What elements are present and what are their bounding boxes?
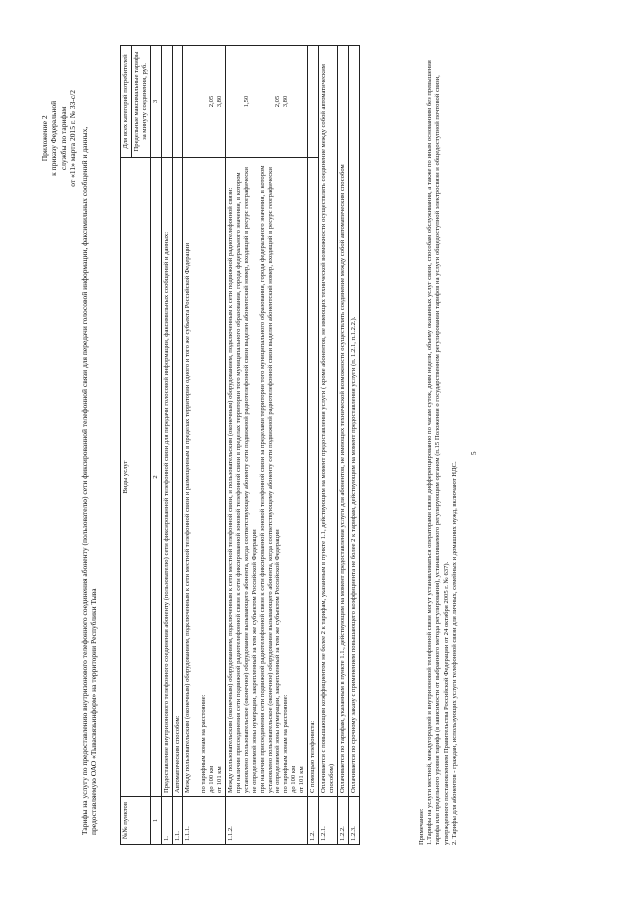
document-title: Тарифы на услугу по предоставлению внутризонового телефонного соединения абоненту (пользователю) сети фиксированной телефонной связи для передачи голосовой информации, факсимильных сообщений и данных, предоставляемую ОАО «Тывасвязьинформ» на территории Республики Тыва [80,126,99,835]
row-text: Оплачивается по тарифам, указанным в пункте 1.1., действующим на момент предоставления услуги для абонентов, не имеющих технической возможности осуществлять соединение между собой автоматическим способом [337,46,348,797]
header-category: Для всех категорий потребителей [121,46,132,158]
row-text: Оплачивается с повышающим коэффициентом не более 2 к тарифам, указанным в пункте 1.1, действующим на момент предоставления услуги ( кроме абонентов, не имеющих технической возможности осуществлять соединение между собой автоматическим способом) [318,46,337,797]
appendix-line-1: Приложение 2 [40,115,49,162]
row-num: 1.1.2. [225,797,307,845]
row-text: Оплачивается по срочному заказу с применением повышающего коэффициента не более 2 к тарифам, действующим на момент предоставления услуги (п. 1.2.1, п.1.2.2.). [348,46,359,797]
note-2: 2. Тарифы для абонентов - граждан, использующих услуги телефонной связи для личных, семейных и домашних нужд, включают НДС. [450,461,458,845]
row-num: 1.1. [172,797,183,845]
appendix-line-4: от «11» марта 2015 г. № 33-с/2 [68,90,78,187]
row-value [161,46,172,158]
row-text: Автоматическим способом: [172,158,183,797]
row-num: 1. [161,797,172,845]
row-value [172,46,183,158]
row-text: С помощью телефониста: [308,158,319,797]
table-row [161,46,172,845]
row-num: 1.2.1. [318,797,337,845]
notes-section [418,45,459,845]
table-row [308,46,319,845]
row-value: 2,05 3,80 [183,46,226,158]
header-service: Виды услуг [121,158,151,797]
table-row [318,46,337,845]
table-row [183,46,226,845]
appendix-line-3: службы по тарифам [58,106,68,171]
tariff-table [120,45,360,845]
table-header-row [121,46,132,845]
table-row [348,46,359,845]
row-num: 1.2.2. [337,797,348,845]
note-1: 1.Тарифы на услуги местной, междугородной и внутризоновой телефонной связи могут устанавливаться операторами связи дифференцированно по часам суток, дням недели, объему оказанных услуг связи, способам обслуживания, а также по иным основаниям без превышения тарифа или предельного уровня тарифа (в зависимости от выбранного метода регулирования), устанавливаемого регулирующим органом (п.15 Положения о государственном регулировании тарифов на услуги общедоступной электросвязи и общедоступной почтовой связи, утвержденного постановлением Правительства Российской Федерации от 24 октября 2005 г. № 637). [426,60,450,845]
header-tariff: Предельные максимальные тарифы за минуту соединения, руб. [131,46,150,158]
row-num: 1.2.3. [348,797,359,845]
row-text: Предоставление внутризонового телефонного соединения абоненту (пользователю) сети фиксированной телефонной связи для передачи голосовой информации, факсимильных сообщений и данных: [161,158,172,797]
notes-heading: Примечание: [418,808,425,845]
column-number: 2 [150,158,161,797]
row-value [308,46,319,158]
table-row [337,46,348,845]
table-row [225,46,307,845]
row-num: 1.2. [308,797,319,845]
page-number: 5 [470,451,478,455]
appendix-header [40,90,78,187]
table-row [172,46,183,845]
column-number: 3 [150,46,161,158]
row-value: 1,50 2,05 3,80 [225,46,307,158]
appendix-line-2: к приказу Федеральной [49,100,59,176]
row-num: 1.1.1. [183,797,226,845]
column-number-row [150,46,161,845]
column-number: 1 [150,797,161,845]
header-num: №№ пунктов [121,797,151,845]
row-text: Между пользовательским (оконечным) оборудованием, подключенным к сети местной телефонной связи и размещенным в пределах территории одного и того же субъекта Российской Федерации по тарифным зонам на расстояние: до 100 км от 101 км [183,158,226,797]
row-text: Между пользовательским (оконечным) оборудованием, подключенным к сети местной телефонной связи, и пользовательским (оконечным) оборудованием, подключенным к сети подвижной радиотелефонной связи: при наличии присоединения сети подвижной радиотелефонной связи к сети фиксированной зоновой телефонной связи в пределах территории того муниципального образования, города федерального значения, в котором установлено пользовательское (оконечное) оборудование вызывающего абонента, когда соответствующему абоненту сети подвижной радиотелефонной связи выделен абонентский номер, входящий в ресурс географически не определяемой зоны нумерации, закрепленный за тем же субъектом Российской Федерации при наличии присоединения сети подвижной радиотелефонной связи к сети фиксированной зоновой телефонной связи за пределами территории того муниципального образования, города федерального значения, в котором установлено пользовательское (оконечное) оборудование вызывающего абонента, когда соответствующему абоненту сети подвижной радиотелефонной связи выделен абонентский номер, входящий в ресурс географически не определяемой зоны нумерации, закрепленный за тем же субъектом Российской Федерации по тарифным зонам на расстояние: до 100 км от 101 км [225,158,307,797]
